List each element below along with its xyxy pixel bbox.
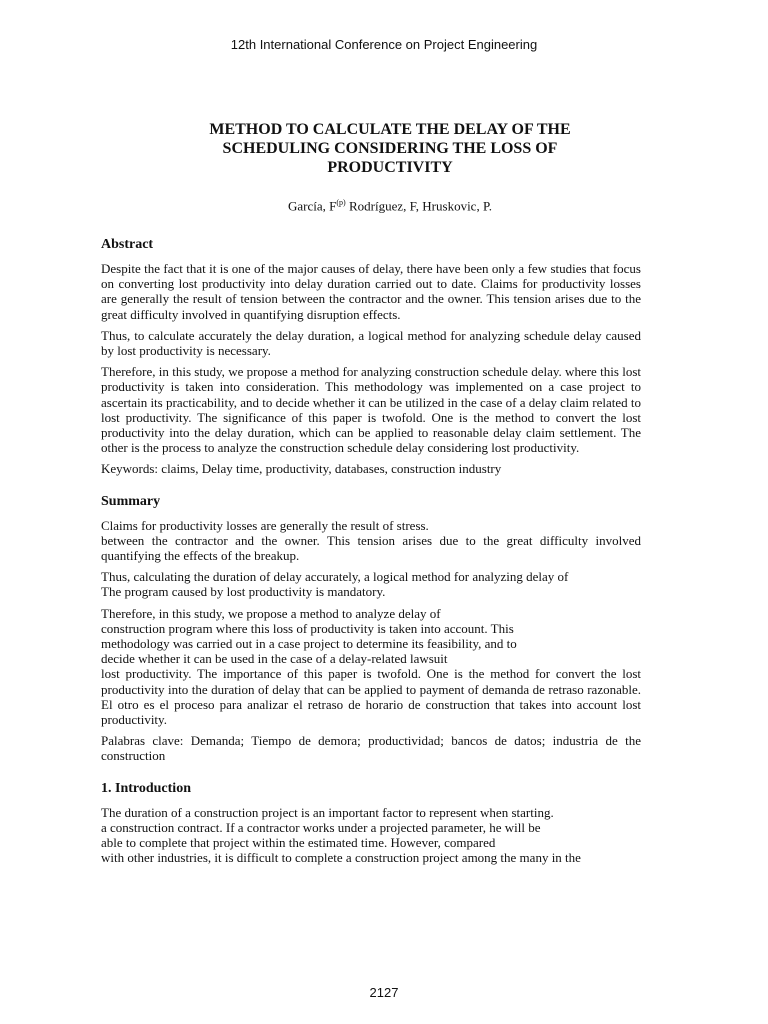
summary-line: methodology was carried out in a case project to determine its feasibility, and to [101,636,517,652]
intro-line: with other industries, it is difficult to complete a construction project among the many in the [101,850,581,866]
summary-line: The program caused by lost productivity is mandatory. [101,584,386,600]
summary-keywords: Palabras clave: Demanda; Tiempo de demora; productividad; bancos de datos; industria de the construction [101,733,641,764]
summary-line: lost productivity. The importance of this paper is twofold. One is the method for convert the lost productivity into the duration of delay that can be applied to payment of demanda de retraso razonable. El otro es el proceso para analizar el retraso de horario de construction that takes into account lost productivity. [101,666,641,728]
abstract-heading: Abstract [101,237,154,252]
author-first: García, F [288,198,337,214]
summary-line: decide whether it can be used in the case of a delay-related lawsuit [101,651,448,667]
abstract-paragraph-1: Despite the fact that it is one of the major causes of delay, there have been only a few studies that focus on converting lost productivity into delay duration carried out to date. Claims for productivity losses are generally the result of tension between the contractor and the owner. This tension arises due to the great difficulty involved in quantifying disruption effects. [101,261,641,322]
intro-line: The duration of a construction project is an important factor to represent when starting. [101,804,554,820]
introduction-heading: 1. Introduction [101,780,191,796]
author-rest: Rodríguez, F, Hruskovic, P. [345,198,492,214]
introduction-paragraph [101,805,641,866]
abstract-keywords: Keywords: claims, Delay time, productivity, databases, construction industry [101,461,502,477]
summary-line: Therefore, in this study, we propose a method to analyze delay of [101,605,441,621]
abstract-paragraph-2: Thus, to calculate accurately the delay duration, a logical method for analyzing schedule delay caused by lost productivity is necessary. [101,327,641,359]
author-list [100,198,680,214]
summary-paragraph-3 [101,606,641,728]
title-line-1: METHOD TO CALCULATE THE DELAY OF THE [209,121,571,138]
summary-line: Thus, calculating the duration of delay accurately, a logical method for analyzing delay of [101,569,569,585]
author-superscript: (p) [336,198,346,207]
summary-line: construction program where this loss of productivity is taken into account. This [101,620,514,636]
summary-line: between the contractor and the owner. This tension arises due to the great difficulty involved quantifying the effects of the breakup. [101,532,641,564]
abstract-section [101,236,641,477]
summary-line: Claims for productivity losses are generally the result of stress. [101,517,429,533]
running-header: 12th International Conference on Project Engineering [230,37,538,52]
summary-heading: Summary [101,493,161,509]
page-number: 2127 [369,985,399,1000]
title-line-2: SCHEDULING CONSIDERING THE LOSS OF [222,140,558,157]
paper-body [101,236,641,882]
abstract-paragraph-3: Therefore, in this study, we propose a method for analyzing construction schedule delay. where this lost productivity is taken into consideration. This methodology was implemented on a case project to ascertain its practicability, and to decide whether it can be utilized in the case of a delay claim related to lost productivity. The significance of this paper is twofold. One is the method to convert the lost productivity into the delay duration, which can be applied to reasonable delay claim settlement. The other is the process to analyze the construction schedule delay considering lost productivity. [101,364,641,456]
paper-title [100,120,680,177]
intro-line: a construction contract. If a contractor works under a projected parameter, he will be [101,819,541,835]
title-line-3: PRODUCTIVITY [327,159,453,176]
summary-section [101,493,641,764]
introduction-section [101,780,641,866]
summary-paragraph-2 [101,569,641,599]
intro-line: able to complete that project within the estimated time. However, compared [101,835,496,851]
summary-paragraph-1 [101,518,641,564]
